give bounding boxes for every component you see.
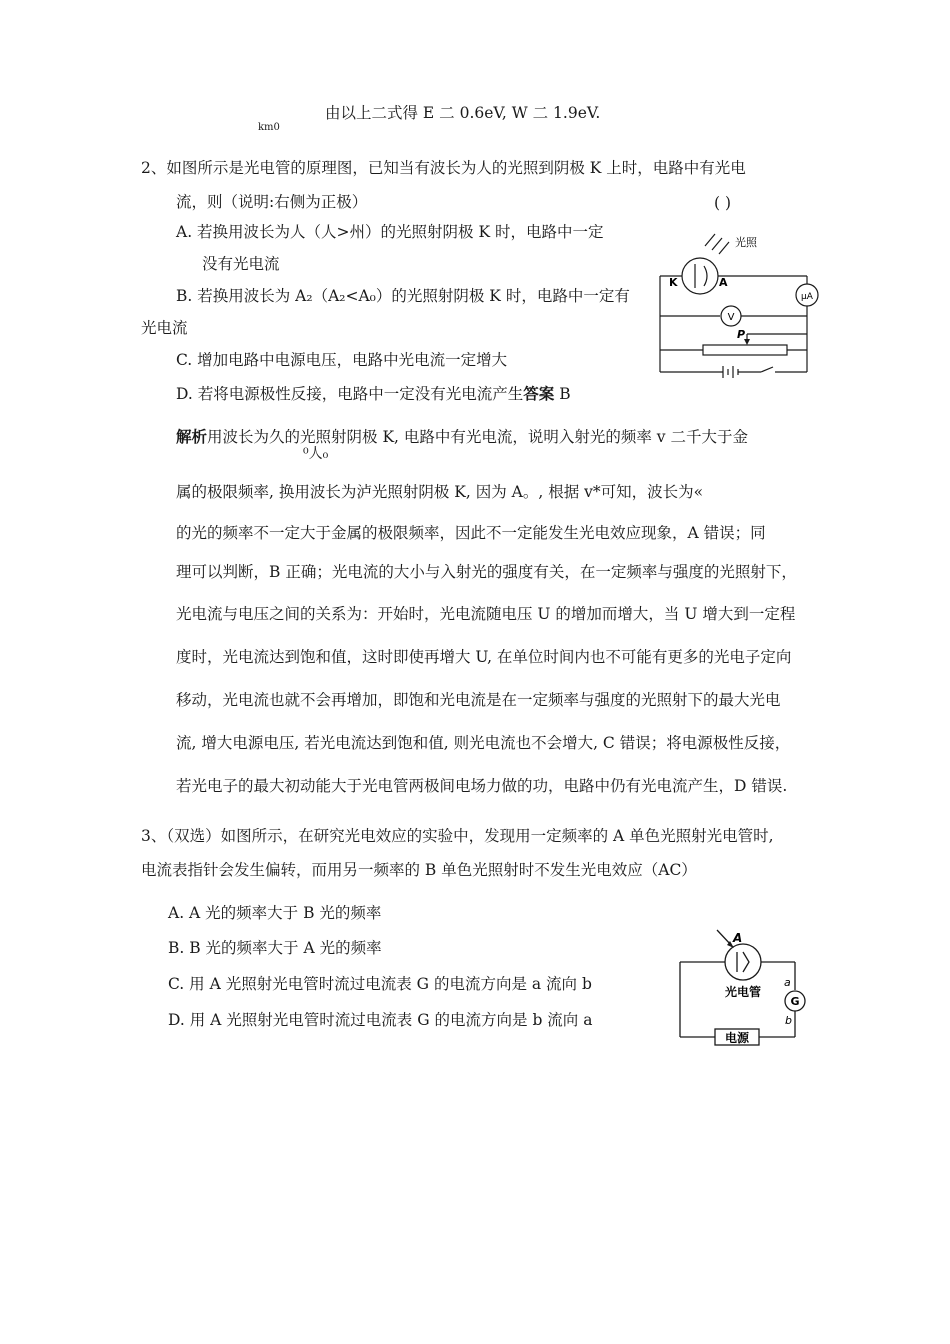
voltmeter-label: V [727,312,735,323]
q3-stem-line1: 3、（双选）如图所示，在研究光电效应的实验中，发现用一定频率的 A 单色光照射光电管时, [141,827,774,845]
q3-option-b: B. B 光的频率大于 A 光的频率 [168,939,382,957]
cathode-label: K [669,276,678,289]
q2-analysis-line1 [176,427,748,447]
q3-photocell-circuit [677,928,807,1048]
q2-analysis-subscript: ⁰人₀ [303,446,329,462]
q2-analysis-line7: 移动，光电流也就不会再增加，即饱和光电流是在一定频率与强度的光照射下的最大光电 [176,691,781,709]
q3-stem-line2: 电流表指针会发生偏转，而用另一频率的 B 单色光照射时不发生光电效应（AC） [141,861,697,879]
q2-analysis-line6: 度时，光电流达到饱和值，这时即使再增大 U, 在单位时间内也不可能有更多的光电子定向 [176,648,792,666]
light-ray [712,238,722,250]
light-a-label: A [733,931,743,945]
q2-analysis-line9: 若光电子的最大初动能大于光电管两极间电场力做的功，电路中仍有光电流产生，D 错误. [176,777,788,795]
galvanometer-label: G [790,995,800,1008]
q2-photocell-circuit [655,230,825,380]
light-ray [705,234,715,246]
terminal-a-label: a [784,976,791,989]
light-label: 光照 [735,236,757,249]
q2-analysis-line2: 属的极限频率, 换用波长为泸光照射阴极 K, 因为 A。, 根据 v*可知，波长为« [176,483,704,501]
q2-analysis-label: 解析 [176,427,208,446]
q2-stem-line2: 流，则（说明:右侧为正极） [176,193,368,211]
q2-option-d-text: D. 若将电源极性反接，电路中一定没有光电流产生 [176,385,524,403]
result-formula: 由以上二式得 E 二 0.6eV, W 二 1.9eV. [325,104,601,122]
phototube-icon [682,258,718,294]
q2-stem-line1: 2、如图所示是光电管的原理图，已知当有波长为人的光照到阴极 K 上时，电路中有光电 [141,159,746,177]
q2-analysis-line8: 流, 增大电源电压, 若光电流达到饱和值, 则光电流也不会增大, C 错误；将电源极性反接， [176,734,791,752]
phototube-icon [725,944,761,980]
terminal-b-label: b [785,1014,792,1027]
switch-icon [761,367,773,372]
power-source-label: 电源 [724,1031,750,1045]
q2-option-d [176,384,571,404]
q3-option-a: A. A 光的频率大于 B 光的频率 [168,904,382,922]
q2-option-c: C. 增加电路中电源电压，电路中光电流一定增大 [176,351,508,369]
q2-analysis-line5: 光电流与电压之间的关系为：开始时，光电流随电压 U 的增加而增大，当 U 增大到一定程 [176,605,796,623]
phototube-label: 光电管 [725,985,762,999]
q3-option-c: C. 用 A 光照射光电管时流过电流表 G 的电流方向是 a 流向 b [168,975,592,993]
q2-answer-paren: ( ) [714,194,732,212]
q2-option-a-line1: A. 若换用波长为人（人>州）的光照射阴极 K 时，电路中一定 [176,223,604,241]
slider-label: P [737,328,746,341]
anode-label: A [719,276,728,289]
q2-analysis-line3: 的光的频率不一定大于金属的极限频率，因此不一定能发生光电效应现象，A 错误；同 [176,524,766,542]
q3-option-d: D. 用 A 光照射光电管时流过电流表 G 的电流方向是 b 流向 a [168,1011,593,1029]
q2-analysis-text1: 用波长为久的光照射阴极 K, 电路中有光电流，说明入射光的频率 v 二千大于金 [207,428,748,446]
q2-answer-label: 答案 [523,384,555,403]
formula-subscript: km0 [258,122,280,133]
rheostat-icon [703,345,787,355]
q2-option-a-line2: 没有光电流 [202,255,280,273]
q2-answer-value: B [559,385,571,403]
microammeter-label: μA [801,292,813,302]
q2-option-b-line1: B. 若换用波长为 A₂（A₂<A₀）的光照射阴极 K 时，电路中一定有 [176,287,630,305]
q2-option-b-line2: 光电流 [141,319,188,337]
q2-analysis-line4: 理可以判断，B 正确；光电流的大小与入射光的强度有关，在一定频率与强度的光照射下， [176,563,797,581]
